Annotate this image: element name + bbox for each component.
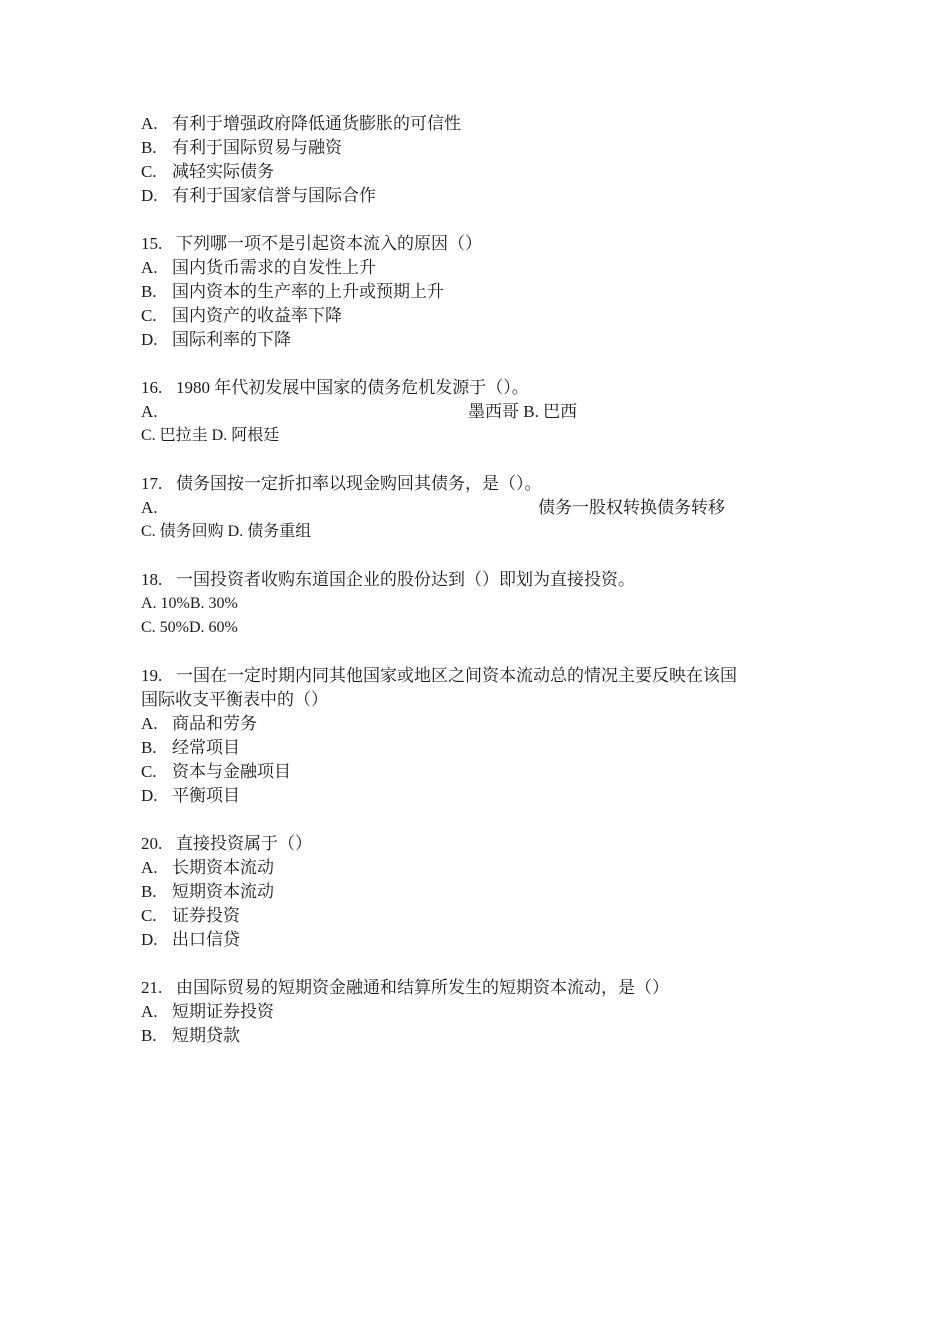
option-letter: D. [141, 786, 158, 805]
option-letter: D. [141, 930, 158, 949]
option-d [141, 184, 821, 208]
option-letter: A. [141, 258, 158, 277]
options-line-2: C. 50%D. 60% [141, 619, 238, 636]
option-letter: A. [141, 114, 158, 133]
options-line-1: A. 10%B. 30% [141, 595, 238, 612]
option-letter: A. [141, 714, 158, 733]
options-ab-text: 债务一股权转换债务转移 [538, 498, 725, 517]
option-a-letter: A. [141, 498, 158, 517]
question-stem [141, 568, 821, 592]
question-16 [141, 376, 821, 448]
option-a [141, 856, 821, 880]
option-letter: C. [141, 762, 157, 781]
option-b [141, 136, 821, 160]
option-c [141, 160, 821, 184]
question-15 [141, 232, 821, 352]
option-a [141, 1000, 821, 1024]
option-text: 国内资产的收益率下降 [172, 306, 342, 325]
option-text: 短期资本流动 [172, 882, 274, 901]
option-text: 减轻实际债务 [172, 162, 274, 181]
question-stem [141, 376, 821, 400]
question-number: 20. [141, 834, 163, 853]
option-letter: C. [141, 162, 157, 181]
option-b [141, 880, 821, 904]
option-letter: B. [141, 738, 157, 757]
option-text: 国内货币需求的自发性上升 [172, 258, 376, 277]
option-c [141, 904, 821, 928]
option-letter: D. [141, 330, 158, 349]
question-number: 18. [141, 570, 163, 589]
options-line-1 [141, 400, 821, 424]
option-text: 短期证券投资 [172, 1002, 274, 1021]
option-text: 经常项目 [172, 738, 240, 757]
option-text: 有利于增强政府降低通货膨胀的可信性 [172, 114, 461, 133]
option-d [141, 328, 821, 352]
option-text: 国内资本的生产率的上升或预期上升 [172, 282, 444, 301]
question-stem [141, 832, 821, 856]
option-text: 出口信贷 [172, 930, 240, 949]
option-b [141, 1024, 821, 1048]
question-number: 16. [141, 378, 163, 397]
question-18 [141, 568, 821, 640]
option-text: 有利于国家信誉与国际合作 [172, 186, 376, 205]
option-letter: A. [141, 858, 158, 877]
option-b [141, 736, 821, 760]
option-text: 证券投资 [172, 906, 240, 925]
option-b [141, 280, 821, 304]
option-letter: B. [141, 138, 157, 157]
option-c [141, 304, 821, 328]
options-line-2: C. 债务回购 D. 债务重组 [141, 523, 312, 540]
option-c [141, 760, 821, 784]
question-number: 19. [141, 666, 163, 685]
question-text: 直接投资属于（） [176, 834, 312, 853]
options-line-2: C. 巴拉圭 D. 阿根廷 [141, 427, 280, 444]
question-stem-continued: 国际收支平衡表中的（） [141, 690, 328, 709]
option-text: 平衡项目 [172, 786, 240, 805]
question-text: 一国在一定时期内同其他国家或地区之间资本流动总的情况主要反映在该国 [176, 666, 737, 685]
question-stem [141, 472, 821, 496]
option-letter: B. [141, 882, 157, 901]
question-text: 下列哪一项不是引起资本流入的原因（） [176, 234, 482, 253]
option-d [141, 928, 821, 952]
document-page [141, 112, 821, 1048]
option-letter: C. [141, 306, 157, 325]
question-number: 21. [141, 978, 163, 997]
option-a [141, 256, 821, 280]
option-letter: B. [141, 282, 157, 301]
question-stem [141, 232, 821, 256]
option-text: 国际利率的下降 [172, 330, 291, 349]
question-14-options [141, 112, 821, 208]
options-ab-text: 墨西哥 B. 巴西 [468, 402, 578, 421]
option-text: 长期资本流动 [172, 858, 274, 877]
option-letter: C. [141, 906, 157, 925]
options-line-1 [141, 496, 821, 520]
option-a-letter: A. [141, 402, 158, 421]
question-number: 17. [141, 474, 163, 493]
option-d [141, 784, 821, 808]
question-number: 15. [141, 234, 163, 253]
option-letter: B. [141, 1026, 157, 1045]
question-stem [141, 976, 821, 1000]
option-a [141, 112, 821, 136]
question-text: 一国投资者收购东道国企业的股份达到（）即划为直接投资。 [176, 570, 635, 589]
option-a [141, 712, 821, 736]
question-20 [141, 832, 821, 952]
question-21 [141, 976, 821, 1048]
option-text: 商品和劳务 [172, 714, 257, 733]
question-text: 债务国按一定折扣率以现金购回其债务，是（）。 [176, 474, 542, 493]
question-text: 由国际贸易的短期资金融通和结算所发生的短期资本流动，是（） [176, 978, 669, 997]
question-17 [141, 472, 821, 544]
option-text: 资本与金融项目 [172, 762, 291, 781]
question-text: 1980 年代初发展中国家的债务危机发源于（）。 [176, 378, 529, 397]
question-stem [141, 664, 821, 688]
question-19 [141, 664, 821, 808]
option-letter: A. [141, 1002, 158, 1021]
option-text: 短期贷款 [172, 1026, 240, 1045]
option-letter: D. [141, 186, 158, 205]
option-text: 有利于国际贸易与融资 [172, 138, 342, 157]
